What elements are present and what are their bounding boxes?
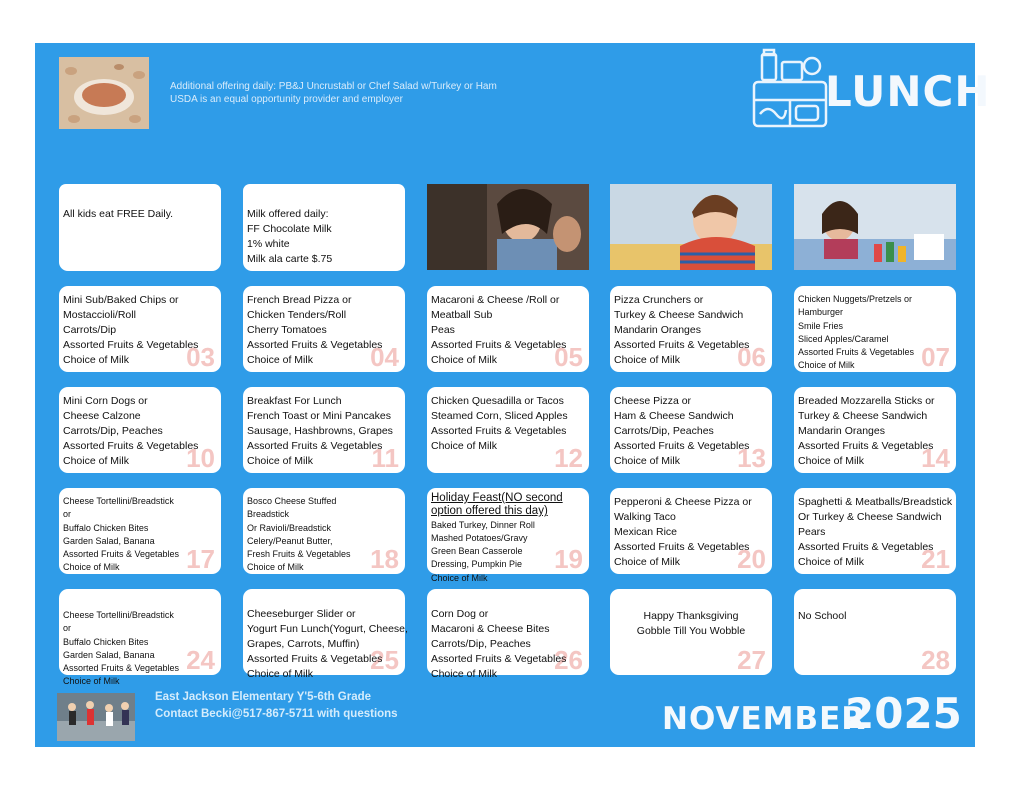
- menu-item-line: Macaroni & Cheese /Roll or: [431, 294, 560, 306]
- day-number: 11: [371, 443, 399, 473]
- year-title: 2025: [845, 689, 962, 738]
- menu-item-line: Choice of Milk: [798, 360, 855, 371]
- menu-item-line: Sliced Apples/Caramel: [798, 333, 889, 344]
- lunch-tray-icon: [750, 48, 830, 130]
- menu-item-line: Cherry Tomatoes: [247, 324, 327, 336]
- menu-item-line: Assorted Fruits & Vegetables: [63, 663, 180, 674]
- menu-item-line: Smile Fries: [798, 320, 844, 331]
- menu-item-line: Choice of Milk: [63, 354, 129, 366]
- menu-item-line: Turkey & Cheese Sandwich: [614, 309, 744, 321]
- menu-item-line: Gobble Till You Wobble: [636, 625, 746, 637]
- menu-item-line: Hamburger: [798, 307, 844, 318]
- lunch-logo-text: LUNCH: [825, 67, 991, 116]
- menu-item-line: Corn Dog or: [431, 608, 489, 620]
- menu-item-line: Choice of Milk: [798, 455, 864, 467]
- menu-item-line: Assorted Fruits & Vegetables: [798, 440, 934, 452]
- menu-item-line: Chicken Tenders/Roll: [247, 309, 347, 321]
- menu-item-line: Choice of Milk: [63, 455, 129, 467]
- classroom-photo: [794, 184, 956, 270]
- menu-item-line: Assorted Fruits & Vegetables: [247, 653, 383, 665]
- menu-item-line: Choice of Milk: [431, 572, 488, 583]
- menu-item-line: Choice of Milk: [247, 562, 304, 573]
- day-number: 25: [370, 645, 399, 675]
- day-number: 10: [186, 443, 215, 473]
- menu-item-line: Assorted Fruits & Vegetables: [247, 440, 383, 452]
- menu-item-line: Walking Taco: [614, 511, 676, 523]
- menu-card-tuesday: [243, 286, 405, 372]
- day-number: 14: [921, 443, 950, 473]
- menu-item-line: Buffalo Chicken Bites: [63, 636, 149, 647]
- menu-item-line: Choice of Milk: [798, 556, 864, 568]
- menu-item-line: Cheese Tortellini/Breadstick: [63, 610, 174, 620]
- menu-item-line: Bosco Cheese Stuffed: [247, 496, 337, 506]
- holiday-feast-note: option offered this day): [431, 505, 548, 518]
- menu-item-line: Choice of Milk: [431, 668, 497, 680]
- day-number: 07: [921, 342, 950, 372]
- menu-card-tuesday: [243, 488, 405, 574]
- menu-item-line: Happy Thanksgiving: [643, 610, 739, 622]
- menu-item-line: Sausage, Hashbrowns, Grapes: [247, 425, 393, 437]
- menu-item-line: Carrots/Dip, Peaches: [614, 425, 714, 437]
- menu-item-line: Steamed Corn, Sliced Apples: [431, 410, 568, 422]
- menu-item-line: Assorted Fruits & Vegetables: [63, 549, 180, 560]
- holiday-feast-note: Holiday Feast(NO second: [431, 492, 563, 504]
- menu-item-line: Carrots/Dip, Peaches: [431, 638, 531, 650]
- banner-line-1: Additional offering daily: PB&J Uncrustabl or Chef Salad w/Turkey or Ham: [170, 81, 497, 92]
- menu-item-line: Choice of Milk: [431, 354, 497, 366]
- menu-item-line: or: [63, 509, 72, 520]
- menu-item-line: Buffalo Chicken Bites: [63, 522, 149, 533]
- tuesday-info-card: [243, 185, 405, 271]
- menu-card-thursday: [610, 387, 772, 473]
- menu-item-line: Assorted Fruits & Vegetables: [798, 347, 915, 358]
- menu-item-line: French Toast or Mini Pancakes: [247, 410, 391, 422]
- menu-item-line: Celery/Peanut Butter,: [247, 535, 333, 546]
- menu-item-line: Mini Sub/Baked Chips or: [63, 294, 179, 306]
- tuesday-info-line: FF Chocolate Milk: [247, 223, 332, 235]
- menu-sheet: [35, 43, 991, 747]
- menu-item-line: Assorted Fruits & Vegetables: [247, 339, 383, 351]
- menu-card-thursday: [610, 488, 772, 574]
- thursday-photo-card: [610, 184, 772, 270]
- footer-school-line: East Jackson Elementary Y'5-6th Grade: [155, 691, 372, 703]
- wednesday-photo-card: [427, 184, 589, 270]
- menu-item-line: Assorted Fruits & Vegetables: [431, 653, 567, 665]
- food-photo: [59, 57, 149, 129]
- tuesday-info-line: 1% white: [247, 238, 290, 250]
- menu-item-line: Assorted Fruits & Vegetables: [614, 440, 750, 452]
- menu-item-line: Assorted Fruits & Vegetables: [431, 339, 567, 351]
- menu-item-line: Or Ravioli/Breadstick: [247, 522, 332, 533]
- menu-card-wednesday: [427, 286, 589, 372]
- menu-item-line: Baked Turkey, Dinner Roll: [431, 519, 535, 530]
- menu-card-friday: [794, 589, 956, 675]
- tuesday-info-line: Milk ala carte $.75: [247, 253, 333, 265]
- menu-item-line: Cheese Tortellini/Breadstick: [63, 496, 174, 506]
- menu-item-line: Assorted Fruits & Vegetables: [63, 440, 199, 452]
- menu-card-wednesday: [427, 589, 589, 680]
- kids-running-photo: [57, 693, 135, 741]
- menu-item-line: Pepperoni & Cheese Pizza or: [614, 496, 752, 508]
- menu-item-line: Assorted Fruits & Vegetables: [63, 339, 199, 351]
- day-number: 17: [186, 544, 215, 574]
- menu-card-thursday: [610, 589, 772, 675]
- menu-item-line: Meatball Sub: [431, 309, 493, 321]
- monday-info-text: All kids eat FREE Daily.: [63, 208, 174, 220]
- menu-item-line: Carrots/Dip, Peaches: [63, 425, 163, 437]
- menu-item-line: Carrots/Dip: [63, 324, 117, 336]
- day-number: 26: [554, 645, 583, 675]
- menu-item-line: Fresh Fruits & Vegetables: [247, 549, 351, 560]
- day-number: 05: [554, 342, 583, 372]
- menu-item-line: Pizza Crunchers or: [614, 294, 704, 306]
- menu-card-wednesday: [427, 488, 589, 583]
- menu-item-line: Pears: [798, 526, 826, 538]
- day-number: 03: [186, 342, 215, 372]
- menu-card-monday: [59, 286, 221, 372]
- menu-item-line: Mandarin Oranges: [798, 425, 885, 437]
- menu-card-monday: [59, 488, 221, 574]
- menu-item-line: Choice of Milk: [614, 455, 680, 467]
- menu-item-line: Choice of Milk: [63, 562, 120, 573]
- menu-card-monday: [59, 387, 221, 473]
- menu-item-line: Breaded Mozzarella Sticks or: [798, 395, 935, 407]
- tuesday-info-line: Milk offered daily:: [247, 208, 329, 220]
- menu-item-line: Chicken Nuggets/Pretzels or: [798, 294, 913, 304]
- menu-item-line: Choice of Milk: [431, 440, 497, 452]
- menu-item-line: Assorted Fruits & Vegetables: [614, 339, 750, 351]
- menu-item-line: Garden Salad, Banana: [63, 649, 155, 660]
- day-number: 20: [737, 544, 766, 574]
- menu-item-line: Mostaccioli/Roll: [63, 309, 136, 321]
- menu-item-line: Mini Corn Dogs or: [63, 395, 148, 407]
- friday-photo-card: [794, 184, 956, 270]
- menu-card-tuesday: [243, 387, 405, 473]
- menu-item-line: Green Bean Casserole: [431, 546, 523, 557]
- menu-item-line: Choice of Milk: [614, 354, 680, 366]
- menu-item-line: Macaroni & Cheese Bites: [431, 623, 550, 635]
- menu-item-line: Mandarin Oranges: [614, 324, 701, 336]
- menu-item-line: Ham & Cheese Sandwich: [614, 410, 734, 422]
- menu-item-line: Peas: [431, 324, 455, 336]
- menu-item-line: Cheese Pizza or: [614, 395, 692, 407]
- menu-item-line: Assorted Fruits & Vegetables: [798, 541, 934, 553]
- day-number: 24: [186, 645, 215, 675]
- menu-item-line: Choice of Milk: [247, 455, 313, 467]
- footer-contact-line: Contact Becki@517-867-5711 with questions: [155, 708, 398, 720]
- menu-item-line: Grapes, Carrots, Muffin): [247, 638, 360, 650]
- menu-item-line: Dressing, Pumpkin Pie: [431, 559, 523, 570]
- menu-card-thursday: [610, 286, 772, 372]
- menu-item-line: Mashed Potatoes/Gravy: [431, 532, 528, 543]
- monday-info-card: [59, 185, 221, 271]
- menu-card-friday: [794, 387, 956, 473]
- menu-item-line: Chicken Quesadilla or Tacos: [431, 395, 564, 407]
- day-number: 18: [370, 544, 399, 574]
- menu-item-line: Assorted Fruits & Vegetables: [614, 541, 750, 553]
- menu-item-line: Cheeseburger Slider or: [247, 608, 356, 620]
- day-number: 19: [554, 544, 583, 574]
- banner-line-2: USDA is an equal opportunity provider and employer: [170, 94, 403, 105]
- day-number: 06: [737, 342, 766, 372]
- menu-item-line: Or Turkey & Cheese Sandwich: [798, 511, 942, 523]
- menu-item-line: French Bread Pizza or: [247, 294, 352, 306]
- day-number: 28: [921, 645, 950, 675]
- menu-card-wednesday: [427, 387, 589, 473]
- menu-item-line: Garden Salad, Banana: [63, 535, 155, 546]
- boy-coloring-photo: [610, 184, 772, 270]
- students-photo: [427, 184, 589, 270]
- menu-item-line: Cheese Calzone: [63, 410, 141, 422]
- menu-item-line: Turkey & Cheese Sandwich: [798, 410, 928, 422]
- menu-item-line: Choice of Milk: [247, 354, 313, 366]
- menu-card-tuesday: [243, 589, 408, 680]
- day-number: 27: [737, 645, 766, 675]
- day-number: 12: [554, 443, 583, 473]
- menu-item-line: Choice of Milk: [247, 668, 313, 680]
- menu-card-monday: [59, 589, 221, 687]
- menu-card-friday: [794, 286, 956, 372]
- menu-item-line: Assorted Fruits & Vegetables: [431, 425, 567, 437]
- month-title: NOVEMBER: [662, 701, 867, 737]
- menu-item-line: Spaghetti & Meatballs/Breadstick: [798, 496, 953, 508]
- menu-item-line: Choice of Milk: [614, 556, 680, 568]
- menu-item-line: Breadstick: [247, 509, 290, 520]
- menu-item-line: Choice of Milk: [63, 676, 120, 687]
- menu-item-line: Mexican Rice: [614, 526, 678, 538]
- menu-item-line: Breakfast For Lunch: [247, 395, 342, 407]
- menu-item-line: No School: [798, 610, 847, 622]
- menu-item-line: Yogurt Fun Lunch(Yogurt, Cheese,: [247, 623, 408, 635]
- menu-card-friday: [794, 488, 956, 574]
- day-number: 04: [370, 342, 399, 372]
- day-number: 13: [737, 443, 766, 473]
- menu-item-line: or: [63, 623, 72, 634]
- day-number: 21: [921, 544, 950, 574]
